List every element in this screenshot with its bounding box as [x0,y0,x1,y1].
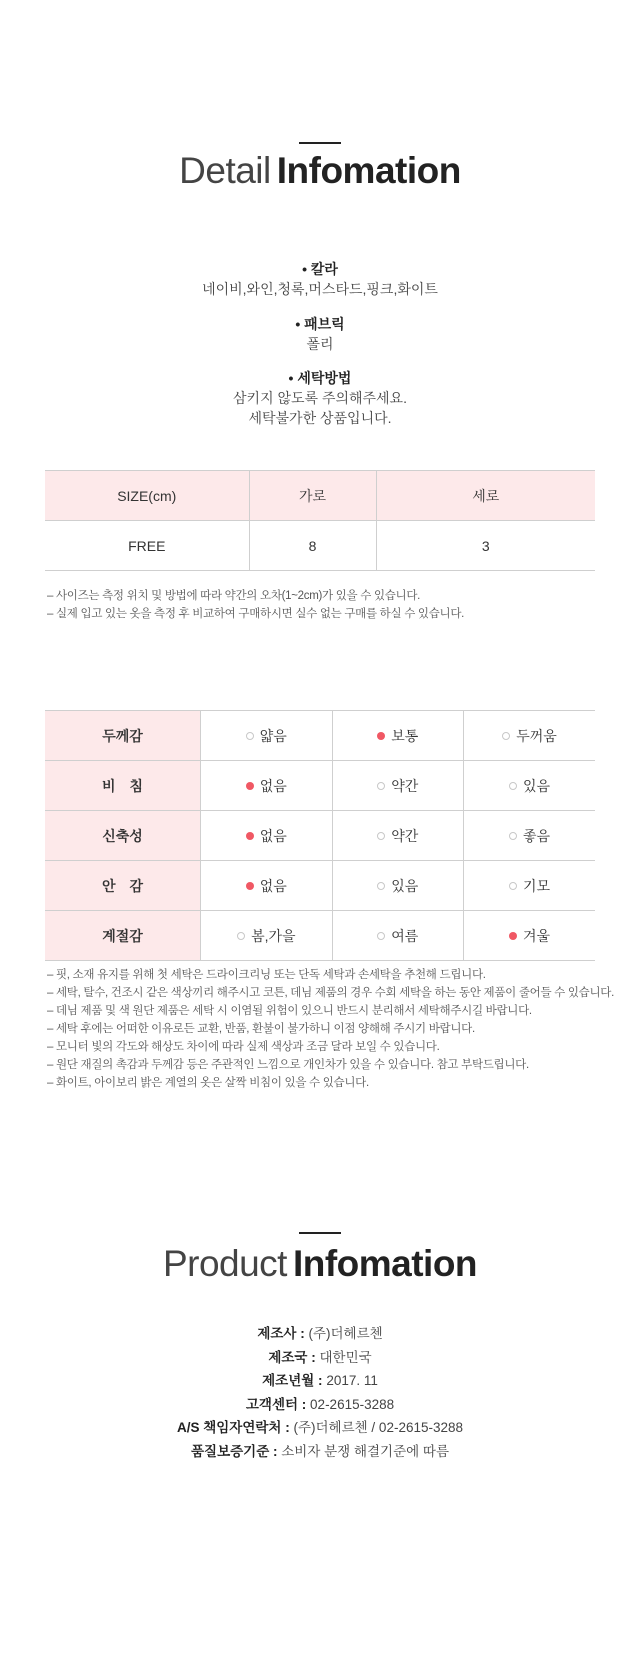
size-note: – 사이즈는 측정 위치 및 방법에 따라 약간의 오차(1~2cm)가 있을 수 있습니다. [47,590,421,602]
selected-dot-icon [377,732,385,740]
care-note: – 데님 제품 및 색 원단 제품은 세탁 시 이염될 위험이 있으니 반드시 분리해서 세탁해주시길 바랍니다. [47,1005,532,1017]
size-cell: 3 [376,521,595,571]
care-notes [47,966,614,1092]
property-label: 비 침 [45,761,201,811]
care-note: – 원단 재질의 촉감과 두께감 등은 주관적인 느낌으로 개인차가 있을 수 있습니다. 참고 부탁드립니다. [47,1059,529,1071]
property-option [464,811,596,861]
detail-title-bar [299,142,341,144]
as-value: (주)더헤르첸 / 02-2615-3288 [293,1420,464,1435]
fabric-label: • 패브릭 [295,316,345,332]
date-label: 제조년월 : [262,1373,323,1388]
detail-title-bold: Infomation [276,150,461,191]
property-option-label: 없음 [259,777,287,794]
detail-fabric [0,314,640,354]
detail-title [0,150,640,192]
property-option-label: 두꺼움 [516,727,557,744]
product-info-row [0,1369,640,1393]
property-option [464,861,596,911]
unselected-dot-icon [509,832,517,840]
warranty-value: 소비자 분쟁 해결기준에 따름 [281,1443,449,1459]
property-option-label: 약간 [391,777,419,794]
property-option [332,711,463,761]
property-row [45,711,595,761]
property-table [45,710,595,961]
maker-label: 제조사 : [257,1326,305,1341]
property-option [201,761,332,811]
property-option [201,911,332,961]
detail-color [0,259,640,299]
property-option [201,861,332,911]
product-info-row [0,1416,640,1440]
unselected-dot-icon [246,732,254,740]
product-info-row [0,1322,640,1346]
size-table-row [45,521,595,571]
property-option [201,711,332,761]
property-option-label: 좋음 [522,827,551,844]
property-option-label: 있음 [522,777,551,794]
property-option-label: 있음 [391,877,419,894]
unselected-dot-icon [509,782,517,790]
as-label: A/S 책임자연락처 : [176,1420,290,1435]
property-option-label: 약간 [391,827,419,844]
property-option-label: 없음 [259,827,287,844]
product-title [0,1243,640,1285]
property-label: 두께감 [45,711,201,761]
size-header-cell: 세로 [376,471,595,521]
selected-dot-icon [246,832,254,840]
washing-value-2: 세탁불가한 상품입니다. [248,410,392,426]
property-option [464,711,596,761]
selected-dot-icon [509,932,517,940]
selected-dot-icon [246,782,254,790]
product-info-row [0,1393,640,1417]
product-info-row [0,1346,640,1370]
warranty-label: 품질보증기준 : [190,1443,278,1459]
property-row [45,761,595,811]
product-title-bold: Infomation [292,1243,478,1284]
washing-label: • 세탁방법 [288,370,352,386]
care-note: – 세탁 후에는 어떠한 이유로든 교환, 반품, 환불이 불가하니 이점 양해해 주시기 바랍니다. [47,1023,475,1035]
selected-dot-icon [246,882,254,890]
product-info-row [0,1440,640,1464]
size-note: – 실제 입고 있는 옷을 측정 후 비교하여 구매하시면 실수 없는 구매를 하실 수 있습니다. [47,608,465,620]
country-label: 제조국 : [268,1349,316,1365]
country-value: 대한민국 [319,1349,372,1365]
unselected-dot-icon [502,732,510,740]
property-option-label: 없음 [259,877,287,894]
unselected-dot-icon [377,782,385,790]
size-header-cell: SIZE(cm) [45,471,249,521]
color-label: • 칼라 [302,261,338,277]
detail-title-light: Detail [179,150,271,191]
property-label: 신축성 [45,811,201,861]
property-option [332,861,463,911]
property-option [332,761,463,811]
cs-label: 고객센터 : [245,1396,307,1412]
size-cell: FREE [45,521,249,571]
property-option [464,761,596,811]
size-table-header [45,471,595,521]
size-table [45,470,595,571]
property-option [332,911,463,961]
property-option [201,811,332,861]
care-note: – 세탁, 탈수, 건조시 같은 색상끼리 해주시고 코튼, 데님 제품의 경우 수회 세탁을 하는 동안 제품이 줄어들 수 있습니다. [47,987,614,999]
product-title-bar [299,1232,341,1234]
maker-value: (주)더헤르첸 [308,1326,383,1341]
property-option [332,811,463,861]
property-option-label: 얇음 [259,727,287,744]
property-option-label: 겨울 [522,927,551,944]
property-option-label: 보통 [391,727,419,744]
care-note: – 핏, 소재 유지를 위해 첫 세탁은 드라이크리닝 또는 단독 세탁과 손세탁을 추천해 드립니다. [47,969,486,981]
unselected-dot-icon [377,832,385,840]
product-info [0,1322,640,1463]
unselected-dot-icon [237,932,245,940]
size-notes [47,587,607,623]
property-option [464,911,596,961]
size-header-cell: 가로 [249,471,376,521]
color-value: 네이비,와인,청록,머스타드,핑크,화이트 [202,281,438,297]
care-note: – 화이트, 아이보리 밝은 계열의 옷은 살짝 비침이 있을 수 있습니다. [47,1077,369,1089]
fabric-value: 폴리 [306,336,334,352]
unselected-dot-icon [509,882,517,890]
care-note: – 모니터 빛의 각도와 해상도 차이에 따라 실제 색상과 조금 달라 보일 수 있습니다. [47,1041,440,1053]
washing-value-1: 삼키지 않도록 주의해주세요. [233,390,407,406]
property-label: 안 감 [45,861,201,911]
unselected-dot-icon [377,882,385,890]
detail-washing [0,368,640,428]
property-row [45,911,595,961]
property-row [45,861,595,911]
unselected-dot-icon [377,932,385,940]
property-option-label: 기모 [522,877,551,894]
property-row [45,811,595,861]
product-title-light: Product [162,1243,287,1284]
date-value: 2017. 11 [326,1373,378,1388]
property-label: 계절감 [45,911,201,961]
cs-value: 02-2615-3288 [310,1396,395,1412]
property-option-label: 여름 [391,927,419,944]
property-option-label: 봄,가을 [251,927,296,944]
size-cell: 8 [249,521,376,571]
